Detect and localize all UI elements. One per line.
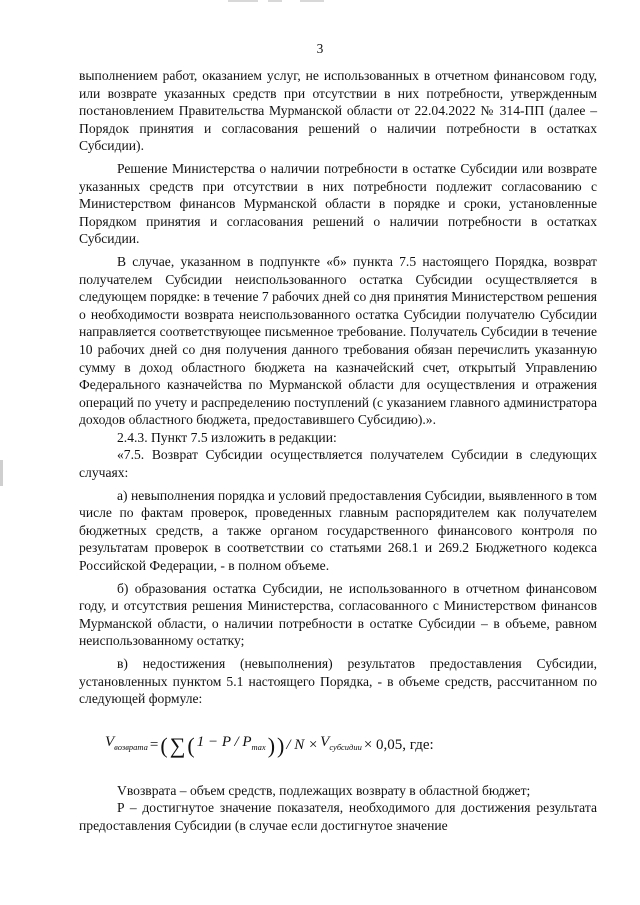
formula-paren: ( xyxy=(187,732,195,758)
paragraph: в) недостижения (невыполнения) результатов предоставления Субсидии, установленных пунктом 5.1 настоящего Порядка, - в объеме средств, рассчитанном по следующей формуле: xyxy=(79,656,597,707)
return-formula xyxy=(105,732,597,760)
scan-mark xyxy=(228,0,258,2)
paragraph: В случае, указанном в подпункте «б» пункта 7.5 настоящего Порядка, возврат получателем Субсидии неиспользованного остатка Субсидии осуществляется в следующем порядке: в течение 7 рабочих дней со дня принятия Министерством решения о необходимости возврата неиспользованного остатка Субсидии получателю Субсидии направляется соответствующее письменное требование. Получатель Субсидии в течение 10 рабочих дней со дня получения данного требования обязан перечислить указанную сумму в доход областного бюджета на казначейский счет, открытый Управлению Федерального казначейства по Мурманской области для осуществления и отражения операций по учету и распределению поступлений (с указанием главного администратора доходов областного бюджета, предоставившего Субсидию).». xyxy=(79,253,597,428)
paragraph: выполнением работ, оказанием услуг, не использованных в отчетном финансовом году, или возврате указанных средств при отсутствии в них потребности, утвержденным постановлением Правительства Мурманской области от 22.04.2022 № 314-ПП (далее – Порядок принятия и согласования решений о наличии потребности в остатках Субсидии). xyxy=(79,68,597,154)
formula-paren: ) xyxy=(267,732,276,758)
scan-mark xyxy=(300,0,324,2)
paragraph: «7.5. Возврат Субсидии осуществляется получателем Субсидии в следующих случаях: xyxy=(79,447,597,481)
paragraph: Vвозврата – объем средств, подлежащих возврату в областной бюджет; xyxy=(117,782,531,798)
formula-paren: ( xyxy=(160,732,168,758)
formula-subscript: субсидии xyxy=(329,742,362,753)
formula-symbol: V xyxy=(105,734,115,751)
formula-equals: = xyxy=(149,736,159,753)
formula-expression: 1 − P / P xyxy=(196,734,252,751)
paragraph: Решение Министерства о наличии потребности в остатке Субсидии или возврате указанных средств при отсутствии в них потребности подлежит согласованию с Министерством финансов Мурманской области в порядке и сроки, установленные Порядком принятия и согласования решений о наличии потребности в остатках Субсидии. xyxy=(79,160,597,247)
document-body xyxy=(79,67,597,835)
formula-tail: × 0,05, где: xyxy=(363,736,434,753)
paragraph: P – достигнутое значение показателя, необходимого для достижения результата предоставления Субсидии (в случае если достигнутое значение xyxy=(79,800,597,833)
formula-expression: / N × xyxy=(286,736,319,753)
formula-subscript: max xyxy=(251,742,266,753)
formula-subscript: возврата xyxy=(114,742,148,753)
scan-mark xyxy=(268,0,282,2)
page-number: 3 xyxy=(316,41,324,56)
formula-paren: ) xyxy=(277,732,285,758)
scan-mark xyxy=(0,460,3,486)
formula-symbol: V xyxy=(320,734,330,751)
paragraph: а) невыполнения порядка и условий предоставления Субсидии, выявленного в том числе по фактам проверок, проведенных главным распорядителем как получателем бюджетных средств, а также органом государственного финансового контроля по результатам проверок в соответствии со статьями 268.1 и 269.2 Бюджетного кодекса Российской Федерации, - в полном объеме. xyxy=(79,487,597,574)
paragraph: 2.4.3. Пункт 7.5 изложить в редакции: xyxy=(117,429,337,445)
sum-sign: ∑ xyxy=(169,732,186,758)
paragraph: б) образования остатка Субсидии, не использованного в отчетном финансовом году, и отсутствия решения Министерства, согласованного с Министерством финансов Мурманской области, о наличии потребности в остатке Субсидии – в объеме, равном неиспользованному остатку; xyxy=(79,580,597,649)
